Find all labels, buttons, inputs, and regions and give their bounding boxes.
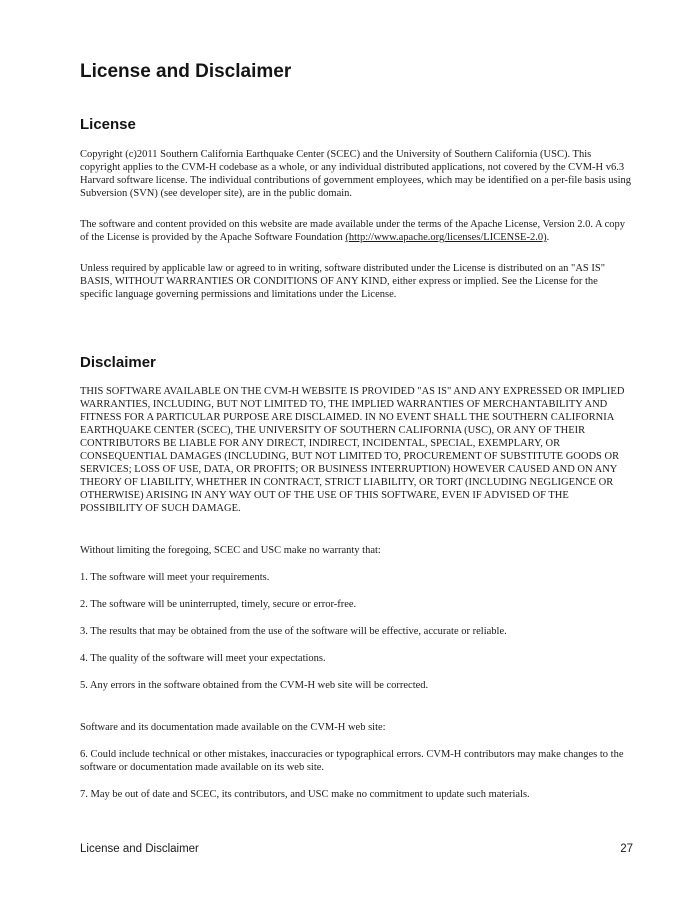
warranty-intro: Without limiting the foregoing, SCEC and USC make no warranty that: <box>80 545 381 556</box>
disclaimer-main-paragraph: THIS SOFTWARE AVAILABLE ON THE CVM-H WEBSITE IS PROVIDED "AS IS" AND ANY EXPRESSED OR IMPLIED WARRANTIES, INCLUDING, BUT NOT LIMITED TO, THE IMPLIED WARRANTIES OF MERCHANTABILITY AND FITNESS FOR A PARTICULAR PURPOSE ARE DISCLAIMED. IN NO EVENT SHALL THE SOUTHERN CALIFORNIA EARTHQUAKE CENTER (SCEC), THE UNIVERSITY OF SOUTHERN CALIFORNIA (USC), OR ANY OF THEIR CONTRIBUTORS BE LIABLE FOR ANY DIRECT, INDIRECT, INCIDENTAL, SPECIAL, EXEMPLARY, OR CONSEQUENTIAL DAMAGES (INCLUDING, BUT NOT LIMITED TO, PROCUREMENT OF SUBSTITUTE GOODS OR SERVICES; LOSS OF USE, DATA, OR PROFITS; OR BUSINESS INTERRUPTION) HOWEVER CAUSED AND ON ANY THEORY OF LIABILITY, WHETHER IN CONTRACT, STRICT LIABILITY, OR TORT (INCLUDING NEGLIGENCE OR OTHERWISE) ARISING IN ANY WAY OUT OF THE USE OF THIS SOFTWARE, EVEN IF ADVISED OF THE POSSIBILITY OF SUCH DAMAGE. <box>80 386 625 514</box>
footer-page-number: 27 <box>620 843 633 855</box>
apache-license-link[interactable]: (http://www.apache.org/licenses/LICENSE-2.0) <box>345 232 547 243</box>
warranty-item-5: 5. Any errors in the software obtained from the CVM-H web site will be corrected. <box>80 680 429 691</box>
page-title: License and Disclaimer <box>80 61 292 82</box>
license-asis-paragraph: Unless required by applicable law or agreed to in writing, software distributed under the License is distributed on an "AS IS" BASIS, WITHOUT WARRANTIES OR CONDITIONS OF ANY KIND, either express or implied. See the License for the specific language governing permissions and limitations under the License. <box>80 263 605 300</box>
website-item-7: 7. May be out of date and SCEC, its contributors, and USC make no commitment to update such materials. <box>80 789 530 800</box>
disclaimer-section-heading: Disclaimer <box>80 354 156 371</box>
website-item-6: 6. Could include technical or other mistakes, inaccuracies or typographical errors. CVM-H contributors may make changes to the software or documentation made available on its web site. <box>80 749 624 773</box>
license-apache-paragraph <box>80 218 632 244</box>
warranty-item-3: 3. The results that may be obtained from the use of the software will be effective, accurate or reliable. <box>80 626 507 637</box>
warranty-item-1: 1. The software will meet your requirements. <box>80 572 270 583</box>
website-intro: Software and its documentation made available on the CVM-H web site: <box>80 722 386 733</box>
warranty-item-4: 4. The quality of the software will meet your expectations. <box>80 653 326 664</box>
footer-title: License and Disclaimer <box>80 843 199 855</box>
warranty-item-2: 2. The software will be uninterrupted, timely, secure or error-free. <box>80 599 357 610</box>
license-section-heading: License <box>80 116 136 133</box>
page-footer <box>80 843 633 855</box>
apache-paragraph-text: The software and content provided on this website are made available under the terms of the Apache License, Version 2.0. A copy of the License is provided by the Apache Software Foundation <box>80 219 626 243</box>
apache-paragraph-period: . <box>546 232 550 243</box>
license-copyright-paragraph: Copyright (c)2011 Southern California Earthquake Center (SCEC) and the University of Southern California (USC). This copyright applies to the CVM-H codebase as a whole, or any individual distributed applications, not covered by the CVM-H v6.3 Harvard software license. The individual contributions of government employees, which may be identified on a per-file basis using Subversion (SVN) (see developer site), are in the public domain. <box>80 149 631 199</box>
